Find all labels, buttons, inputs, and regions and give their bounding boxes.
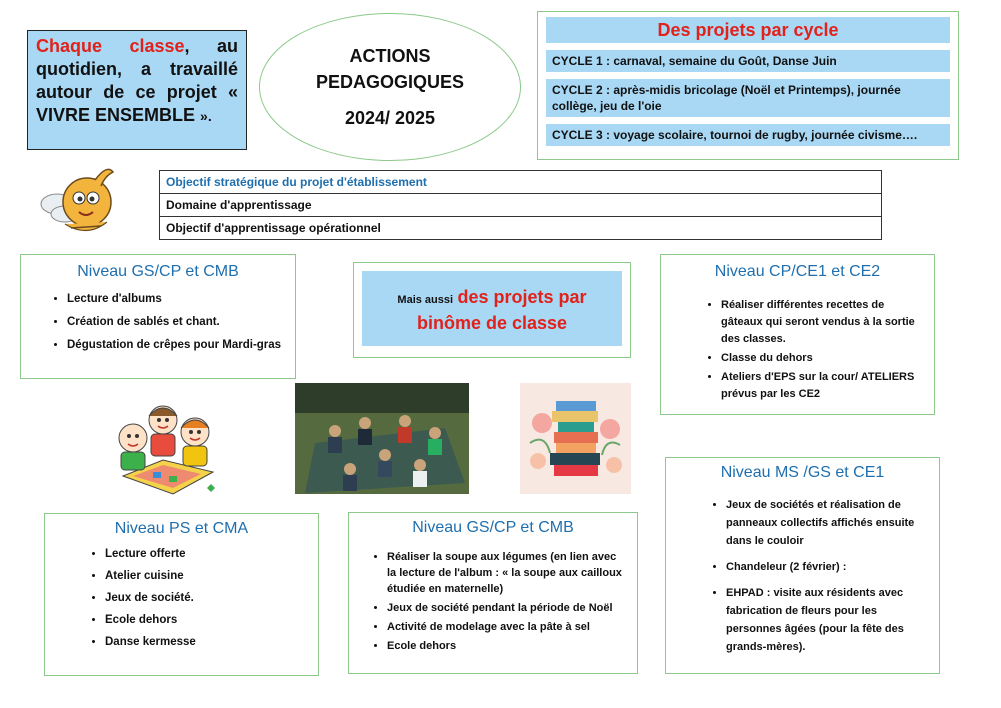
binome-inner <box>362 271 622 346</box>
intro-end: ». <box>200 108 212 124</box>
level-box-gs-cp-cmb-bottom <box>348 512 638 674</box>
books-flowers-icon <box>520 383 631 494</box>
binome-box <box>353 262 631 358</box>
level-list <box>669 297 926 403</box>
objective-operational: Objectif d'apprentissage opérationnel <box>160 217 882 240</box>
title-year: 2024/ 2025 <box>344 108 436 128</box>
list-item: • Danse kermesse <box>105 636 310 648</box>
level-box-cp-ce1-ce2 <box>660 254 935 415</box>
level-title: Niveau CP/CE1 et CE2 <box>714 263 881 280</box>
level-title: Niveau PS et CMA <box>114 520 249 537</box>
list-item: • EHPAD : visite aux résidents avec fabrication de fleurs pour les personnes âgées (pour la fête des grands-mères). <box>726 584 925 656</box>
list-item: • Chandeleur (2 février) : <box>726 558 925 576</box>
title-ellipse <box>259 13 521 161</box>
cycle-2: CYCLE 2 : après-midis bricolage (Noël et Printemps), journée collège, jeu de l'oie <box>546 79 950 117</box>
list-item: • Création de sablés et chant. <box>67 316 287 328</box>
level-list <box>29 293 287 351</box>
list-item: • Ecole dehors <box>105 614 310 626</box>
level-box-ps-cma <box>44 513 319 676</box>
level-list <box>674 496 931 656</box>
level-title: Niveau GS/CP et CMB <box>77 263 239 280</box>
list-item: • Jeux de société pendant la période de Noël <box>387 600 623 616</box>
objectives-table <box>159 170 882 240</box>
list-item: • Réaliser différentes recettes de gâteaux qui seront vendus à la sortie des classes. <box>721 297 918 348</box>
list-item: • Dégustation de crêpes pour Mardi-gras <box>67 339 287 351</box>
list-item: • Ecole dehors <box>387 638 623 654</box>
list-item: • Jeux de sociétés et réalisation de panneaux collectifs affichés ensuite dans le couloir <box>726 496 925 550</box>
list-item: • Lecture d'albums <box>67 293 287 305</box>
list-item: • Classe du dehors <box>721 350 918 367</box>
binome-line1: des projets par <box>457 286 587 307</box>
list-item: • Activité de modelage avec la pâte à sel <box>387 619 623 635</box>
title-line2: PEDAGOGIQUES <box>315 72 465 92</box>
objective-domain: Domaine d'apprentissage <box>160 194 882 217</box>
list-item: • Ateliers d'EPS sur la cour/ ATELIERS prévus par les CE2 <box>721 369 918 403</box>
outdoor-class-photo <box>295 383 469 494</box>
level-list <box>357 549 629 654</box>
binome-prefix: Mais aussi <box>397 293 454 306</box>
level-box-gs-cp-cmb-top <box>20 254 296 379</box>
level-title: Niveau GS/CP et CMB <box>412 519 574 536</box>
list-item: • Jeux de société. <box>105 592 310 604</box>
cycles-title: Des projets par cycle <box>546 17 950 43</box>
cycle-1: CYCLE 1 : carnaval, semaine du Goût, Danse Juin <box>546 50 950 72</box>
intro-box <box>27 30 247 150</box>
bee-mascot-icon <box>35 162 135 242</box>
cycles-box <box>537 11 959 160</box>
level-list <box>53 548 310 648</box>
level-box-ms-gs-ce1 <box>665 457 940 674</box>
objective-strategic: Objectif stratégique du projet d'établissement <box>160 171 882 194</box>
list-item: • Réaliser la soupe aux légumes (en lien avec la lecture de l'album : « la soupe aux cailloux étudiée en maternelle) <box>387 549 623 597</box>
level-title: Niveau MS /GS et CE1 <box>720 464 885 481</box>
list-item: • Lecture offerte <box>105 548 310 560</box>
list-item: • Atelier cuisine <box>105 570 310 582</box>
cycle-3: CYCLE 3 : voyage scolaire, tournoi de rugby, journée civisme…. <box>546 124 950 146</box>
title-line1: ACTIONS <box>349 46 431 66</box>
binome-line2: binôme de classe <box>416 312 568 333</box>
intro-text: , au quotidien, a travaillé autour de ce projet « VIVRE ENSEMBLE <box>36 36 238 125</box>
kids-drawing-icon <box>103 398 223 498</box>
intro-highlight: Chaque classe <box>36 36 185 56</box>
